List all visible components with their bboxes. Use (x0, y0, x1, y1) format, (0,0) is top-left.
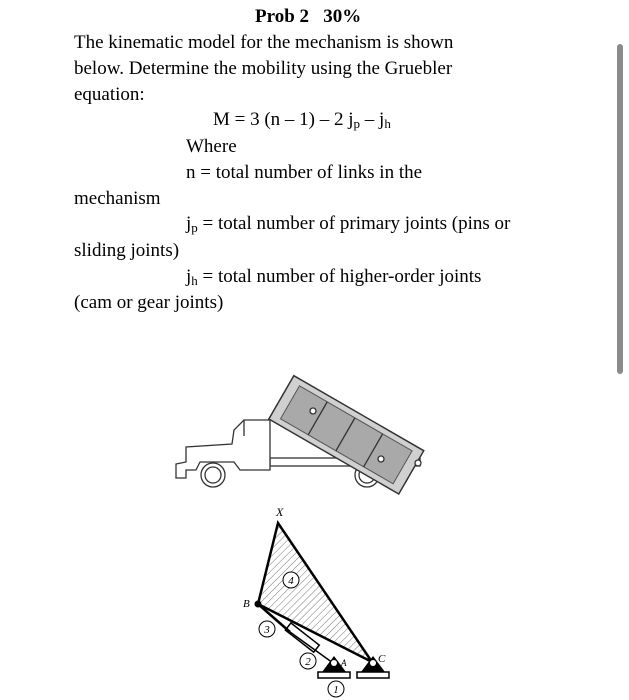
definition-jh-continued: (cam or gear joints) (74, 292, 224, 313)
problem-percent: 30% (323, 6, 362, 27)
pin-b (255, 601, 262, 608)
label-x: X (276, 505, 284, 519)
intro-line-3: equation: (74, 84, 145, 105)
kinematic-diagram (243, 505, 389, 697)
definition-jp-continued: sliding joints) (74, 240, 180, 261)
label-b: B (243, 598, 250, 610)
dump-bed (269, 376, 424, 494)
label-c: C (378, 653, 386, 665)
dump-truck-illustration (176, 376, 424, 494)
intro-line-1: The kinematic model for the mechanism is shown (74, 32, 454, 53)
pin-c (370, 660, 376, 666)
intro-line-2: below. Determine the mobility using the Gruebler (74, 58, 453, 79)
link-3-label: 3 (264, 624, 270, 636)
pin-a (331, 660, 337, 666)
cylinder-pin (378, 456, 384, 462)
link-4-label: 4 (288, 575, 294, 587)
ground-c (357, 672, 389, 678)
gruebler-formula: M = 3 (n – 1) – 2 $j_p - j_h$ (213, 109, 391, 131)
ground-a (318, 672, 350, 678)
bed-pin-front (310, 408, 316, 414)
definition-n: n = total number of links in the (186, 162, 423, 183)
problem-number: Prob 2 (255, 6, 310, 27)
definition-jh: $j_h$ = total number of higher-order joints (186, 266, 482, 288)
bed-pin-rear (415, 460, 421, 466)
link-2-label: 2 (305, 656, 311, 668)
label-a: A (341, 658, 347, 668)
link-1-label: 1 (333, 684, 339, 696)
where-label: Where (186, 136, 237, 157)
definition-n-continued: mechanism (74, 188, 161, 209)
definition-jp: $j_p$ = total number of primary joints (pins or (186, 213, 511, 235)
